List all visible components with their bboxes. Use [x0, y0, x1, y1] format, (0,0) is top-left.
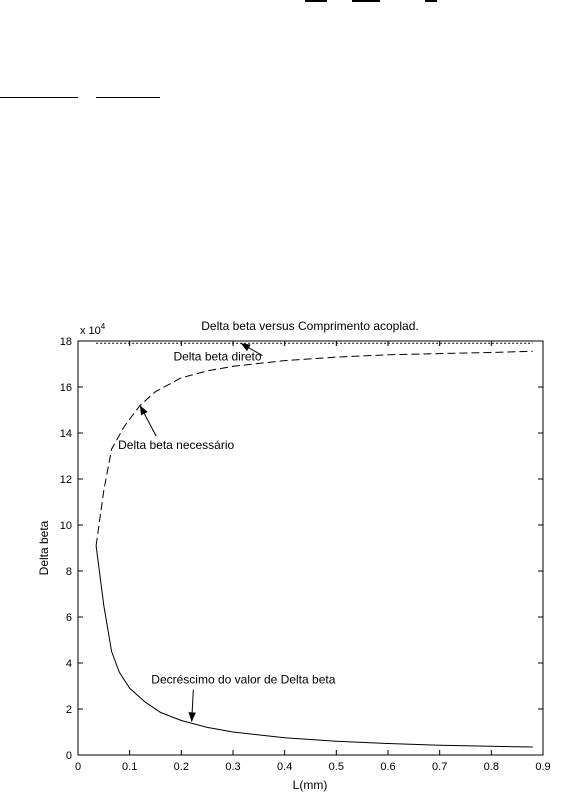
x-tick-label: 0.6	[380, 761, 396, 773]
annotation-label: Decréscimo do valor de Delta beta	[151, 672, 336, 687]
y-tick-label: 2	[65, 704, 72, 716]
y-tick-label: 6	[65, 612, 72, 624]
chart-title: Delta beta versus Comprimento acoplad.	[201, 319, 419, 333]
x-tick-label: 0.9	[535, 761, 551, 773]
x-tick-label: 0.8	[483, 761, 499, 773]
x-tick-label: 0.1	[122, 761, 138, 773]
y-tick-label: 4	[65, 658, 72, 670]
plot-area	[78, 341, 543, 755]
annotation-label: Delta beta necessário	[118, 438, 235, 453]
x-tick-label: 0.3	[225, 761, 241, 773]
y-tick-label: 10	[59, 520, 72, 532]
x-tick-label: 0	[74, 761, 82, 773]
y-tick-label: 16	[59, 382, 72, 394]
x-tick-label: 0.5	[328, 761, 344, 773]
x-tick-label: 0.4	[277, 761, 293, 773]
y-tick-label: 12	[59, 474, 72, 486]
y-tick-label: 14	[59, 428, 72, 440]
x-axis-label: L(mm)	[292, 778, 328, 792]
y-tick-label: 8	[65, 566, 72, 578]
x-tick-label: 0.7	[432, 761, 448, 773]
y-axis-multiplier: x $10^4$	[80, 322, 106, 337]
x-tick-label: 0.2	[173, 761, 189, 773]
annotation-label: Delta beta direto	[173, 349, 262, 364]
y-axis-label: Delta beta	[37, 520, 51, 576]
y-axis-multiplier-exponent: 4	[100, 322, 106, 331]
y-tick-label: 18	[59, 336, 72, 348]
y-tick-label: 0	[65, 750, 72, 762]
